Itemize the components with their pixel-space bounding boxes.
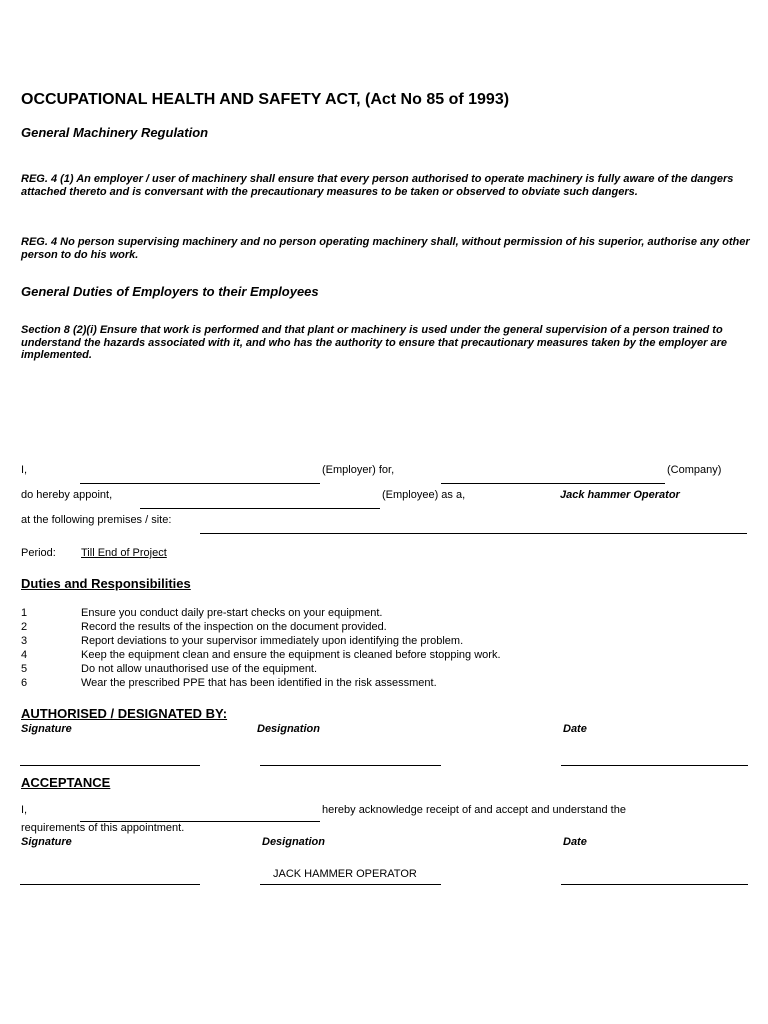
duty-text: Report deviations to your supervisor immediately upon identifying the problem. xyxy=(81,635,464,647)
acceptance-signature-label: Signature xyxy=(21,836,72,848)
employee-name-line[interactable] xyxy=(140,508,380,509)
appoint-label: do hereby appoint, xyxy=(21,489,113,501)
acceptance-heading: ACCEPTANCE xyxy=(21,775,111,790)
section-8-text: Section 8 (2)(i) Ensure that work is performed and that plant or machinery is used under the general supervision of a person trained to understand the hazards associated with it, and who has the authority to ensure that precautionary measures taken by the employer are implemented. xyxy=(21,324,728,361)
duty-number: 6 xyxy=(21,677,28,689)
subtitle-general-machinery: General Machinery Regulation xyxy=(21,125,209,140)
duty-number: 5 xyxy=(21,663,28,675)
employee-as-label: (Employee) as a, xyxy=(382,489,466,501)
acceptance-acknowledge-text: hereby acknowledge receipt of and accept and understand the xyxy=(322,804,626,816)
acceptance-date-line[interactable] xyxy=(561,884,748,885)
authorised-designation-label: Designation xyxy=(257,723,320,735)
authorised-designation-line[interactable] xyxy=(260,765,441,766)
acceptance-designation-label: Designation xyxy=(262,836,325,848)
duty-number: 3 xyxy=(21,635,28,647)
acceptance-requirements-text: requirements of this appointment. xyxy=(21,822,185,834)
authorised-date-label: Date xyxy=(563,723,587,735)
duty-text: Wear the prescribed PPE that has been identified in the risk assessment. xyxy=(81,677,437,689)
role-value: Jack hammer Operator xyxy=(560,489,680,501)
duty-text: Ensure you conduct daily pre-start checks on your equipment. xyxy=(81,607,383,619)
employer-name-line[interactable] xyxy=(80,483,320,484)
duty-number: 4 xyxy=(21,649,28,661)
acceptance-signature-line[interactable] xyxy=(20,884,200,885)
duty-text: Record the results of the inspection on the document provided. xyxy=(81,621,387,633)
premises-label: at the following premises / site: xyxy=(21,514,172,526)
duty-number: 1 xyxy=(21,607,28,619)
reg-4-text: REG. 4 No person supervising machinery and no person operating machinery shall, without permission of his superior, authorise any other person to do his work. xyxy=(21,236,750,261)
authorised-signature-line[interactable] xyxy=(20,765,200,766)
authorised-date-line[interactable] xyxy=(561,765,748,766)
duty-text: Do not allow unauthorised use of the equipment. xyxy=(81,663,318,675)
duty-text: Keep the equipment clean and ensure the equipment is cleaned before stopping work. xyxy=(81,649,501,661)
company-name-line[interactable] xyxy=(441,483,665,484)
duty-number: 2 xyxy=(21,621,28,633)
acceptance-i-label: I, xyxy=(21,804,28,816)
duties-heading: Duties and Responsibilities xyxy=(21,576,191,591)
employer-for-label: (Employer) for, xyxy=(322,464,395,476)
acceptance-designation-value: JACK HAMMER OPERATOR xyxy=(273,868,417,880)
document-title: OCCUPATIONAL HEALTH AND SAFETY ACT, (Act No 85 of 1993) xyxy=(21,91,510,108)
period-value: Till End of Project xyxy=(81,547,167,559)
premises-line[interactable] xyxy=(200,533,747,534)
authorised-signature-label: Signature xyxy=(21,723,72,735)
period-label: Period: xyxy=(21,547,56,559)
i-label: I, xyxy=(21,464,28,476)
company-label: (Company) xyxy=(667,464,722,476)
authorised-heading: AUTHORISED / DESIGNATED BY: xyxy=(21,706,228,721)
acceptance-date-label: Date xyxy=(563,836,587,848)
reg-4-1-text: REG. 4 (1) An employer / user of machinery shall ensure that every person authorised to operate machinery is fully aware of the dangers attached thereto and is conversant with the precautionary measures to be taken or observed to obviate such dangers. xyxy=(21,173,734,198)
subtitle-general-duties: General Duties of Employers to their Employees xyxy=(21,284,319,299)
acceptance-designation-line[interactable] xyxy=(260,884,441,885)
